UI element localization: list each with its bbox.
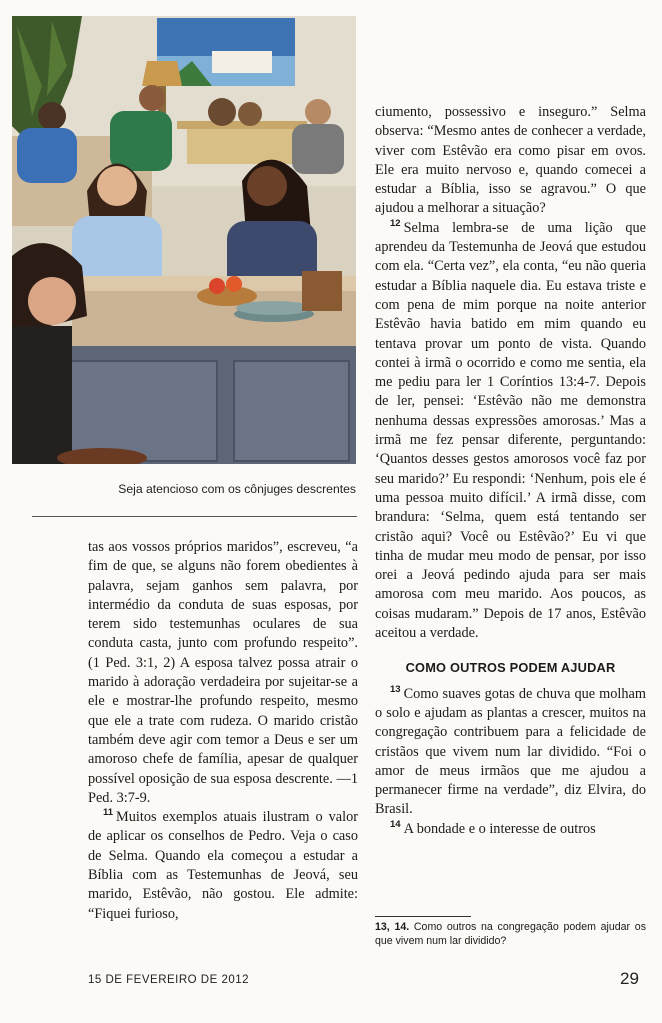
question-text: Como outros na congregação podem ajudar os que vivem num lar dividido?: [375, 921, 646, 947]
paragraph-text: Como suaves gotas de chuva que molham o solo e ajudam as plantas a crescer, muitos na congregação contribuem para a felicidade de cristãos que vivem num lar dividido. “Foi o amor de meus irmãos que me ajudou a permanecer firme na verdade”, diz Elvira, do Brasil.: [375, 685, 646, 818]
paragraph: [375, 820, 646, 839]
left-column: [88, 538, 358, 924]
kitchen-gathering-photo: [12, 16, 356, 464]
paragraph-number: 13: [390, 683, 401, 695]
paragraph: [88, 808, 358, 924]
paragraph: tas aos vossos próprios maridos”, escreveu, “a fim de que, se alguns não forem obedientes à palavra, sejam ganhos sem palavra, por intermédio da conduta de suas esposas, por terem sido testemunhas oculares de sua conduta casta, junto com profundo respeito”. (1 Ped. 3:1, 2) A esposa talvez possa atrair o marido à adoração verdadeira por sujeitar-se a ele e mostrar-lhe profundo respeito, mesmo que ele a trate com rudeza. O marido cristão também deve agir com temor a Deus e ser um amoroso chefe de família, apesar de qualquer possível oposição de sua esposa descrente. —1 Ped. 3:7-9.: [88, 539, 358, 806]
caption-divider: [32, 516, 357, 517]
question-numbers: 13, 14.: [375, 921, 410, 933]
paragraph-number: 12: [390, 218, 401, 230]
paragraph-text: Selma lembra-se de uma lição que aprendeu da Testemunha de Jeová que estudou com ela. “Certa vez”, ela conta, “eu não queria estudar a Bíblia naquele dia. Eu estava triste e com pena de mim porque na noite anterior Estêvão havia batido em mim quando eu tentava provar um ponto de vista. Quando contei à irmã o ocorrido e como me sentia, ela me pediu para ler 1 Coríntios 13:4-7. Depois de ler, pensei: ‘Estêvão não me demonstra nenhuma dessas expressões amorosas.’ Mas a irmã me fez pensar diferente, perguntando: ‘Quantos desses gestos amorosos você faz por seu marido?’ Eu respondi: ‘Nenhum, pois ele é uma pessoa muito difícil.’ A irmã disse, com brandura: ‘Selma, quem está tentando ser cristão aqui? Você ou Estêvão?’ Eu vi que tinha de mudar meu modo de pensar, por isso orei a Jeová pedindo ajuda para ser mais amorosa com meu marido. Aos poucos, as coisas mudaram.” Depois de 17 anos, Estêvão aceitou a verdade.: [375, 219, 646, 642]
section-subheading: COMO OUTROS PODEM AJUDAR: [405, 660, 616, 676]
paragraph: [375, 685, 646, 820]
paragraph-number: 11: [103, 807, 114, 819]
right-column: [375, 103, 646, 839]
paragraph-number: 14: [390, 818, 401, 830]
question-divider: [375, 916, 471, 917]
paragraph: [375, 219, 646, 644]
photo-caption: Seja atencioso com os cônjuges descrentes: [118, 482, 356, 496]
paragraph-text: Muitos exemplos atuais ilustram o valor de aplicar os conselhos de Pedro. Veja o caso de Selma. Quando ela começou a estudar a Bíblia com as Testemunhas de Jeová, seu marido, Estêvão, não gostou. Ele admite: “Fiquei furioso,: [88, 809, 358, 922]
footer-date: 15 DE FEVEREIRO DE 2012: [88, 974, 250, 986]
study-question: [375, 921, 646, 948]
page-number: 29: [620, 969, 639, 988]
paragraph-text: A bondade e o interesse de outros: [403, 820, 596, 837]
paragraph: ciumento, possessivo e inseguro.” Selma observa: “Mesmo antes de conhecer a verdade, viver com Estêvão era como pisar em ovos. Ele era muito nervoso e, quando comecei a estudar a Bíblia, isso se agravou.” O que ajudou a melhorar a situação?: [375, 104, 646, 217]
